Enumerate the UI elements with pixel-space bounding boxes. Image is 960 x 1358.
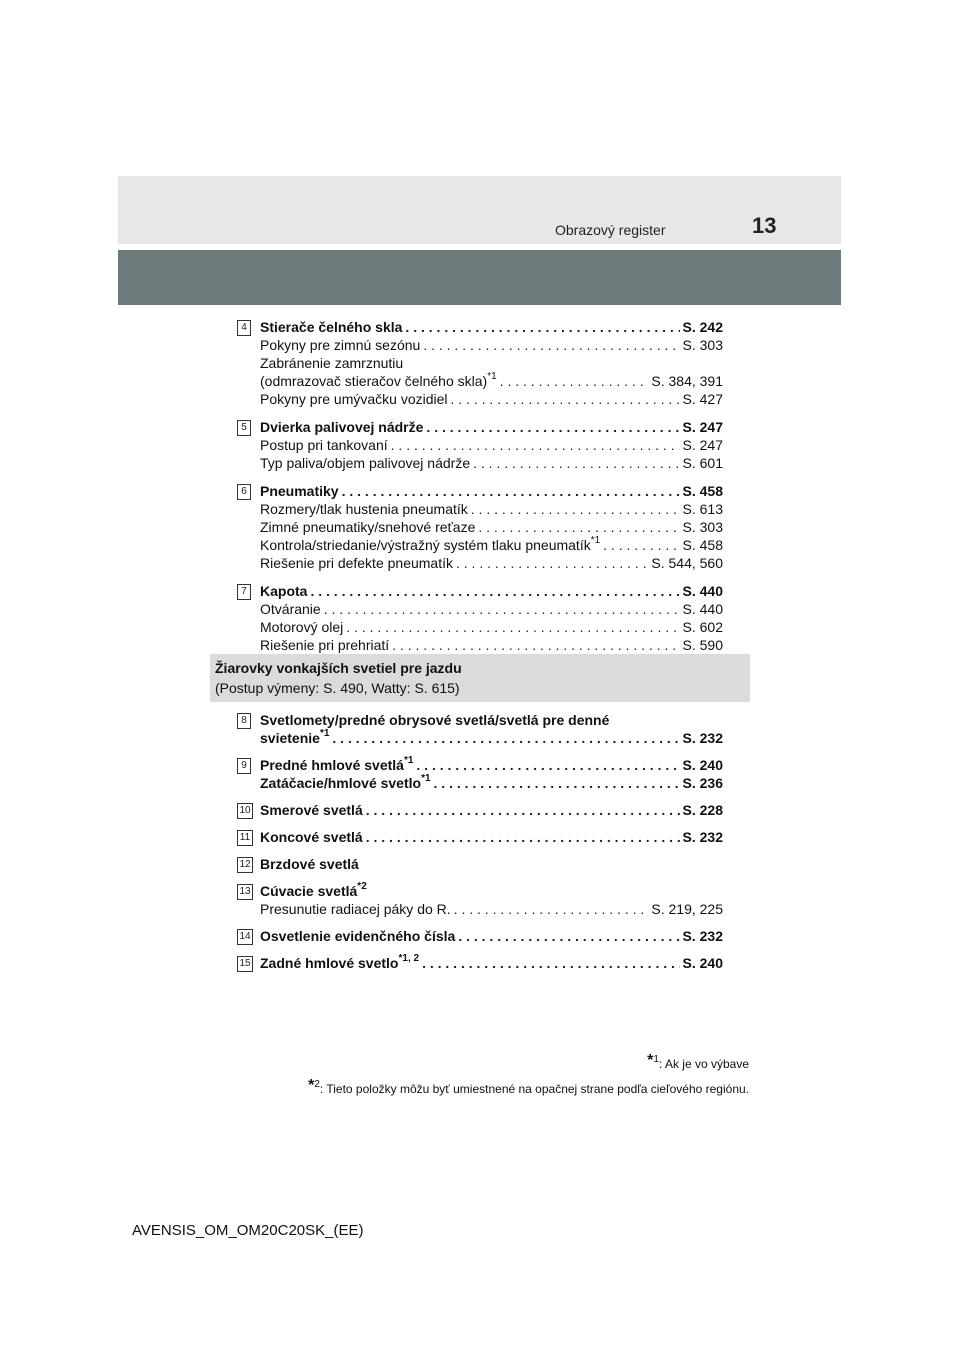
callout-number-badge: 7 [237, 584, 251, 600]
index-entry-text: Smerové svetlá [260, 802, 363, 818]
index-text: Svetlomety/predné obrysové svetlá/svetlá pre denné [260, 712, 610, 728]
callout-number-badge: 15 [237, 956, 253, 972]
footnote-1-sup: 1 [653, 1054, 659, 1065]
dot-leader [346, 618, 679, 636]
index-entry-label [260, 454, 470, 472]
callout-number-badge: 8 [237, 713, 251, 729]
index-entry-label [260, 756, 413, 774]
callout-number-badge: 5 [237, 420, 251, 436]
index-entry-text: Presunutie radiacej páky do R. [260, 901, 451, 917]
index-entry-text: Otváranie [260, 601, 321, 617]
index-entry-label [260, 482, 339, 500]
page-number: 13 [752, 213, 777, 238]
footnote-1-text: : Ak je vo výbave [658, 1057, 749, 1071]
index-text: Zabránenie zamrznutiu [260, 355, 404, 371]
page-reference: S. 228 [682, 802, 723, 818]
index-section [237, 882, 723, 918]
footnote-marker: *1 [403, 755, 414, 767]
index-entry-text: Typ paliva/objem palivovej nádrže [260, 455, 471, 471]
index-entry[interactable] [260, 927, 723, 945]
dot-leader [434, 774, 680, 792]
dot-leader [423, 336, 679, 354]
dot-leader [473, 454, 679, 472]
index-entry-text: Rozmery/tlak hustenia pneumatík [260, 501, 468, 517]
index-entry[interactable] [260, 774, 723, 792]
index-entry[interactable] [260, 729, 723, 747]
dot-leader [310, 582, 679, 600]
page-reference: S. 458 [682, 537, 723, 553]
callout-number-badge: 10 [237, 803, 253, 819]
index-entry-label [260, 729, 329, 747]
page-reference: S. 613 [682, 501, 723, 517]
index-entry-text: Zadné hmlové svetlo [260, 955, 399, 971]
index-entry-text: Kapota [260, 583, 308, 599]
index-entry[interactable] [260, 336, 723, 354]
index-entry-label [260, 828, 363, 846]
section-heading-box [210, 654, 750, 702]
dot-leader [324, 600, 680, 618]
footnote-2-mark: * [308, 1077, 315, 1094]
index-entry-text: Motorový olej [260, 619, 344, 635]
page-reference: S. 440 [682, 583, 723, 599]
page-reference: S. 590 [682, 637, 723, 653]
index-entry-label [260, 436, 388, 454]
index-entry[interactable] [260, 518, 723, 536]
dot-leader [416, 756, 679, 774]
index-entry[interactable] [260, 828, 723, 846]
index-entry[interactable] [260, 801, 723, 819]
index-section [237, 954, 723, 972]
index-entry[interactable] [260, 436, 723, 454]
index-entry[interactable] [260, 372, 723, 390]
footnote-1 [647, 1052, 749, 1071]
index-entry-text: (odmrazovač stieračov čelného skla) [260, 373, 488, 389]
index-entry-label [260, 582, 307, 600]
index-entry[interactable] [260, 482, 723, 500]
page-title: Obrazový register [555, 222, 666, 238]
dot-leader [342, 482, 680, 500]
header-dark-band [118, 250, 841, 305]
index-entry-text: Riešenie pri defekte pneumatík [260, 555, 453, 571]
index-entry-text: Zimné pneumatiky/snehové reťaze [260, 519, 476, 535]
index-entry[interactable] [260, 454, 723, 472]
callout-number-badge: 12 [237, 857, 253, 873]
callout-number-badge: 11 [237, 830, 253, 846]
index-entry-label [260, 318, 402, 336]
index-entry[interactable] [260, 636, 723, 654]
page-reference: S. 303 [682, 337, 723, 353]
index-entry-text: Dvierka palivovej nádrže [260, 419, 424, 435]
index-entry-label [260, 636, 389, 654]
index-entry-label [260, 418, 423, 436]
dot-leader [405, 318, 679, 336]
dot-leader [603, 536, 679, 554]
index-text-line [260, 855, 723, 873]
footnote-marker: *1 [319, 728, 330, 740]
document-code: AVENSIS_OM_OM20C20SK_(EE) [132, 1222, 364, 1239]
dot-leader [456, 554, 648, 572]
index-entry[interactable] [260, 554, 723, 572]
index-entry[interactable] [260, 600, 723, 618]
section-heading: Žiarovky vonkajších svetiel pre jazdu [215, 660, 462, 676]
index-entry-text: Osvetlenie evidenčného čísla [260, 928, 456, 944]
page-reference: S. 240 [682, 955, 723, 971]
header-band [118, 176, 841, 244]
page-reference: S. 427 [682, 391, 723, 407]
index-entry[interactable] [260, 500, 723, 518]
callout-number-badge: 13 [237, 884, 253, 900]
index-section [237, 418, 723, 472]
index-entry[interactable] [260, 900, 723, 918]
index-entry-label [260, 536, 600, 554]
index-entry-label [260, 927, 455, 945]
index-entry-label [260, 900, 451, 918]
page-reference: S. 247 [682, 419, 723, 435]
index-section [237, 756, 723, 792]
index-entry[interactable] [260, 954, 723, 972]
index-entry-label [260, 600, 321, 618]
page-reference: S. 602 [682, 619, 723, 635]
dot-leader [458, 927, 679, 945]
dot-leader [392, 636, 679, 654]
footnote-2-text: : Tieto položky môžu byť umiestnené na opačnej strane podľa cieľového regiónu. [319, 1082, 749, 1096]
index-entry[interactable] [260, 536, 723, 554]
page-reference: S. 232 [682, 928, 723, 944]
footnote-2 [308, 1077, 749, 1096]
page-reference: S. 601 [682, 455, 723, 471]
index-entry-text: Predné hmlové svetlá [260, 757, 404, 773]
page-reference: S. 440 [682, 601, 723, 617]
index-text: Brzdové svetlá [260, 856, 359, 872]
footnote-marker: *1 [421, 773, 431, 785]
index-entry[interactable] [260, 318, 723, 336]
index-section [237, 927, 723, 945]
dot-leader [391, 436, 680, 454]
index-entry-text: Pneumatiky [260, 483, 339, 499]
callout-number-badge: 6 [237, 484, 251, 500]
footnote-1-mark: * [647, 1052, 654, 1069]
index-entry-text: Postup pri tankovaní [260, 437, 388, 453]
index-entry-text: Koncové svetlá [260, 829, 363, 845]
footnote-marker: *1 [590, 535, 601, 547]
page-reference: S. 247 [682, 437, 723, 453]
dot-leader [451, 390, 680, 408]
index-entry-label [260, 954, 419, 972]
index-entry-label [260, 618, 343, 636]
index-section [237, 582, 723, 654]
index-section [237, 482, 723, 572]
index-entry-text: Pokyny pre umývačku vozidiel [260, 391, 448, 407]
page-reference: S. 240 [682, 757, 723, 773]
callout-number-badge: 4 [237, 320, 251, 336]
index-entry-label [260, 518, 475, 536]
dot-leader [500, 372, 649, 390]
dot-leader [422, 954, 679, 972]
callout-number-badge: 9 [237, 758, 251, 774]
page-reference: S. 458 [682, 483, 723, 499]
dot-leader [478, 518, 679, 536]
index-entry-label [260, 801, 363, 819]
dot-leader [366, 801, 680, 819]
index-entry[interactable] [260, 390, 723, 408]
index-entry-text: Pokyny pre zimnú sezónu [260, 337, 421, 353]
dot-leader [366, 828, 680, 846]
index-entry-text: Kontrola/striedanie/výstražný systém tlaku pneumatík [260, 537, 591, 553]
dot-leader [332, 729, 679, 747]
index-entry-label [260, 336, 420, 354]
index-entry[interactable] [260, 418, 723, 436]
index-entry[interactable] [260, 756, 723, 774]
index-text-line [260, 711, 723, 729]
index-section [237, 828, 723, 846]
index-section [237, 855, 723, 873]
page-reference: S. 232 [682, 730, 723, 746]
index-section [237, 711, 723, 747]
index-section [237, 318, 723, 408]
index-entry-text: Zatáčacie/hmlové svetlo [260, 775, 422, 791]
index-section [237, 801, 723, 819]
footnote-marker: *2 [357, 881, 367, 893]
index-entry-label [260, 372, 497, 390]
page-reference: S. 384, 391 [651, 373, 723, 389]
index-text: Cúvacie svetlá [260, 883, 358, 899]
dot-leader [426, 418, 679, 436]
page-reference: S. 242 [682, 319, 723, 335]
dot-leader [471, 500, 680, 518]
index-list-bottom [237, 711, 723, 981]
index-entry-label [260, 390, 448, 408]
index-entry[interactable] [260, 618, 723, 636]
page-reference: S. 219, 225 [651, 901, 723, 917]
index-entry-text: Riešenie pri prehriatí [260, 637, 390, 653]
callout-number-badge: 14 [237, 929, 253, 945]
footnote-2-sup: 2 [314, 1079, 320, 1090]
footnote-marker: *1, 2 [398, 953, 420, 965]
index-entry-text: Stierače čelného skla [260, 319, 403, 335]
index-entry-label [260, 554, 453, 572]
index-entry-label [260, 774, 431, 792]
footnote-marker: *1 [487, 371, 497, 383]
index-text-line [260, 354, 723, 372]
page-reference: S. 236 [682, 775, 723, 791]
page-reference: S. 232 [682, 829, 723, 845]
section-subheading: (Postup výmeny: S. 490, Watty: S. 615) [215, 680, 460, 696]
index-entry[interactable] [260, 582, 723, 600]
page-reference: S. 544, 560 [651, 555, 723, 571]
index-entry-text: svietenie [260, 730, 320, 746]
dot-leader [454, 900, 649, 918]
index-text-line [260, 882, 723, 900]
index-list-top [237, 318, 723, 664]
index-entry-label [260, 500, 468, 518]
page-reference: S. 303 [682, 519, 723, 535]
